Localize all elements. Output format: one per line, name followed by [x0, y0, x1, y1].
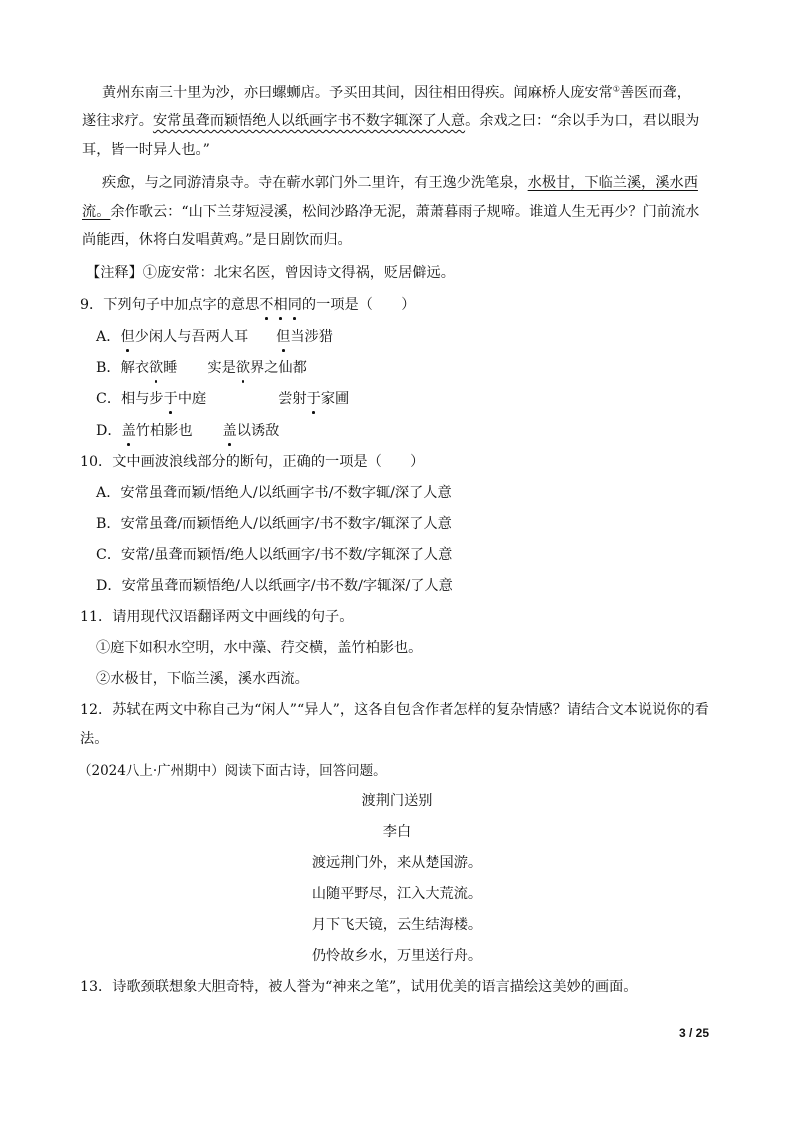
passage-text: 黄州东南三十里为沙，亦曰螺蛳店。予买田其间，因往相田得疾。闻麻桥人庞安常	[102, 85, 613, 101]
passage-text: 余作歌云：“山下兰芽短浸溪，松间沙路净无泥，萧萧暮雨子规啼。谁道人生无再少？门前流水	[110, 204, 700, 220]
dotted-char: 于	[163, 391, 178, 407]
passage-line	[82, 111, 699, 131]
dotted-char: 盖	[222, 423, 237, 439]
question-12-stem-cont: 法。	[80, 731, 109, 747]
footnote: 【注释】①庞安常：北宋名医，曾因诗文得祸，贬居僻远。	[86, 265, 455, 281]
poem-line: 月下飞天镜，云生结海楼。	[311, 917, 483, 933]
dotted-char: 盖	[121, 423, 136, 439]
passage-text: 。余戏之曰：“余以手为口，君以眼为	[465, 113, 700, 129]
question-9-option-d	[96, 421, 279, 441]
dotted-char: 但	[120, 329, 135, 345]
wavy-underlined-sentence: 安常虽聋而颖悟绝人以纸画字书不数字辄深了人意	[152, 113, 466, 129]
option-text: 中庭	[177, 391, 207, 407]
option-text: 界之仙都	[250, 360, 307, 376]
question-10-option-d: D．安常虽聋而颖悟绝/人以纸画字/书不数/字辄深/了人意	[96, 578, 453, 594]
question-text: 的一项是（ ）	[301, 297, 416, 313]
poem-intro: （2024八上·广州期中）阅读下面古诗，回答问题。	[78, 763, 387, 779]
question-11-item-2: ②水极甘，下临兰溪，溪水西流。	[96, 671, 309, 687]
dotted-char: 欲	[149, 360, 164, 376]
passage-text: 善医而聋，	[619, 85, 691, 101]
poem-line: 仍怜故乡水，万里送行舟。	[311, 948, 483, 964]
question-9-option-b	[96, 358, 307, 378]
option-letter: A．	[96, 329, 121, 345]
question-10-stem: 10．文中画波浪线部分的断句，正确的一项是（ ）	[80, 454, 425, 470]
passage-line	[82, 202, 699, 222]
question-13-stem: 13．诗歌颈联想象大胆奇特，被人誉为“神来之笔”，试用优美的语言描绘这美妙的画面。	[80, 979, 638, 995]
option-text: 尝射	[278, 391, 307, 407]
question-text: 9．下列句子中加点字的意思	[80, 297, 260, 313]
question-12-stem: 12．苏轼在两文中称自己为“闲人”“异人”，这各自包含作者怎样的复杂情感？请结合文本说说你的看	[80, 702, 709, 718]
question-10-option-c: C．安常/虽聋而颖悟/绝人以纸画字/书不数/字辄深了人意	[96, 547, 453, 563]
underlined-sentence: 流。	[82, 204, 111, 220]
option-letter: D．	[96, 423, 122, 439]
dotted-char: 于	[306, 391, 321, 407]
passage-line: 尚能西，休将白发唱黄鸡。”是日剧饮而归。	[82, 232, 352, 248]
dotted-char: 同	[287, 297, 302, 313]
poem-line: 山随平野尽，江入大荒流。	[311, 886, 483, 902]
option-text: 实是	[207, 360, 236, 376]
page-number: 3 / 25	[678, 1026, 709, 1040]
underlined-sentence: 水极甘，下临兰溪，溪水西	[527, 175, 698, 191]
option-letter: C．	[96, 391, 122, 407]
option-text: 少闲人与吾两人耳	[134, 329, 249, 345]
option-text: 以诱敌	[236, 423, 280, 439]
passage-line	[102, 83, 691, 103]
option-text: 当涉猎	[290, 329, 333, 345]
option-text: 睡	[163, 360, 178, 376]
poem-line: 渡远荆门外，来从楚国游。	[311, 855, 483, 871]
poem-author: 李白	[382, 824, 412, 840]
option-text: 相与步	[121, 391, 164, 407]
question-9-option-c	[96, 389, 349, 409]
poem-title: 渡荆门送别	[361, 793, 433, 809]
dotted-char: 不	[259, 297, 274, 313]
question-9-stem	[80, 295, 415, 315]
passage-line	[102, 173, 698, 193]
footnote-marker: ①	[612, 84, 620, 94]
question-11-stem: 11．请用现代汉语翻译两文中画线的句子。	[80, 609, 354, 625]
option-text: 解衣	[120, 360, 150, 376]
option-text: 竹柏影也	[135, 423, 193, 439]
passage-text: 遂往求疗。	[82, 113, 153, 129]
option-text: 家圃	[320, 391, 350, 407]
passage-text: 疾愈，与之同游清泉寺。寺在蕲水郭门外二里许，有王逸少洗笔泉，	[102, 175, 528, 191]
question-11-item-1: ①庭下如积水空明，水中藻、荇交横，盖竹柏影也。	[96, 640, 423, 656]
option-letter: B．	[96, 360, 121, 376]
dotted-char: 相	[273, 297, 288, 313]
question-10-option-a: A．安常虽聋而颖/悟绝人/以纸画字书/不数字辄/深了人意	[96, 485, 452, 501]
dotted-char: 但	[276, 329, 291, 345]
question-10-option-b: B．安常虽聋/而颖悟绝人/以纸画字/书不数字/辄深了人意	[96, 516, 452, 532]
dotted-char: 欲	[235, 360, 251, 376]
passage-line: 耳，皆一时异人也。”	[82, 142, 210, 158]
question-9-option-a	[96, 327, 333, 347]
